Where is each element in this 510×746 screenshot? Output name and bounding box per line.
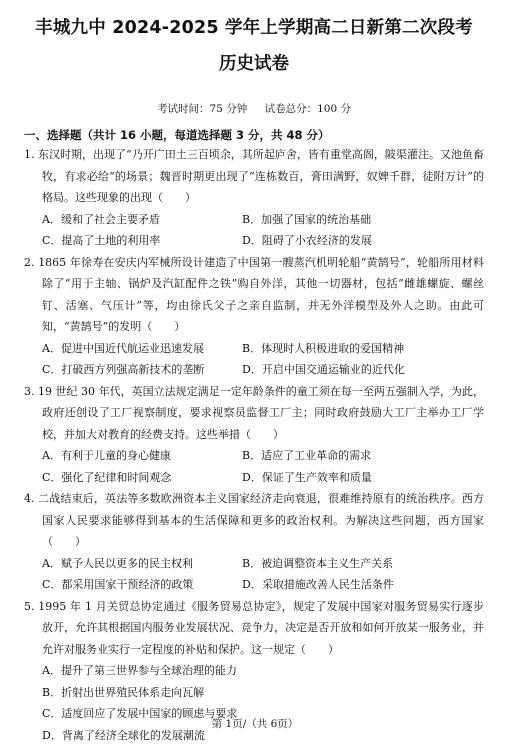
option-a: A．赋予人民以更多的民主权利 bbox=[42, 556, 193, 570]
page-footer: 第 1页/（共 6页） bbox=[211, 718, 299, 730]
option-c: C．都采用国家干预经济的政策 bbox=[42, 578, 194, 591]
option-c: C．提高了土地的利用率 bbox=[42, 234, 161, 247]
option-d: D．保证了生产效率和质量 bbox=[242, 470, 372, 484]
option-a: A．促进中国近代航运业迅速发展 bbox=[42, 341, 204, 355]
option-a: A．有利于儿童的身心健康 bbox=[42, 449, 171, 462]
option-d: D．采取措施改善人民生活条件 bbox=[242, 578, 394, 591]
question-text: 东汉时期，出现了“乃开广田土三百顷余，其所起庐舍，皆有重堂高阁，陂渠灌注。又池鱼畜牧，有求必给”的场景；魏晋时期更出现了“连栋数百，膏田满野，奴婢千群，徒附万计”的格局。这些现象的出现（ ） bbox=[38, 148, 485, 204]
question-5 bbox=[24, 596, 484, 661]
option-a: A．缓和了社会主要矛盾 bbox=[42, 212, 160, 226]
exam-meta bbox=[24, 102, 484, 116]
option-b: B．体现时人积极进取的爱国精神 bbox=[242, 341, 405, 355]
option-b: B．适应了工业革命的需求 bbox=[242, 449, 372, 462]
question-text: 19 世纪 30 年代，英国立法规定满足一定年龄条件的童工须在每一至两五强制入学，为此，政府还创设了工厂视察制度，要求视察员监督工厂主；同时政府鼓励大工厂主举办工厂学校，并加大对教育的经费支持。这些举措（ ） bbox=[38, 384, 484, 441]
question-1 bbox=[24, 144, 484, 209]
option-d: D．背离了经济全球化的发展潮流 bbox=[42, 728, 205, 742]
question-text: 1865 年徐寿在安庆内军械所设计建造了中国第一艘蒸汽机明轮船“黄鹄号”，轮船所用材料除了“用于主轴、锅炉及汽缸配件之铁”购自外洋，其他一切器材，包括“雌雄螺旋、螺丝钉、活塞、气压计”等，均由徐氏父子之亲自监制，并无外洋模型及外人之助。由此可知，“黄鹄号”的发明（ ） bbox=[38, 255, 484, 333]
question-4 bbox=[24, 488, 484, 553]
option-b: B．折射出世界殖民体系走向瓦解 bbox=[42, 685, 205, 699]
option-b: B．加强了国家的统治基础 bbox=[242, 212, 372, 226]
option-d: D．阻碍了小农经济的发展 bbox=[242, 234, 372, 247]
question-2 bbox=[24, 252, 484, 338]
question-4-options bbox=[24, 553, 484, 596]
question-text: 1995 年 1 月关贸总协定通过《服务贸易总协定》，规定了发展中国家对服务贸易实行逐步放开，允许其根据国内服务业发展状况、竞争力，决定是否开放和如何开放某一服务业，并允许对服务业实行一定程度的补贴和保护。这一规定（ ） bbox=[38, 599, 485, 656]
section-heading: 一、选择题（共计 16 小题，每道选择题 3 分，共 48 分） bbox=[24, 128, 330, 142]
question-text: 二战结束后，英法等多数欧洲资本主义国家经济走向衰退，很难维持原有的统治秩序。西方国家人民要求能够得到基本的生活保障和更多的政治权利。为解决这些问题，西方国家（ ） bbox=[38, 492, 485, 548]
option-c: C．适度回应了发展中国家的顾虑与要求 bbox=[42, 707, 238, 720]
exam-subject: 历史试卷 bbox=[219, 54, 289, 74]
question-number: 5. bbox=[24, 599, 35, 613]
option-a: A．提升了第三世界参与全球治理的能力 bbox=[42, 664, 237, 677]
option-d: D．开启中国交通运输业的近代化 bbox=[242, 363, 405, 376]
question-5-options bbox=[24, 660, 484, 746]
exam-time: 考试时间：75 分钟 bbox=[157, 103, 248, 115]
question-1-options bbox=[24, 209, 484, 252]
option-c: C．打破西方列强高新技术的垄断 bbox=[42, 363, 205, 376]
total-score: 试卷总分：100 分 bbox=[264, 103, 351, 115]
question-3-options bbox=[24, 445, 484, 488]
question-2-options bbox=[24, 338, 484, 381]
question-number: 2. bbox=[24, 255, 35, 269]
exam-title: 丰城九中 2024-2025 学年上学期高二日新第二次段考 bbox=[35, 18, 473, 38]
question-3 bbox=[24, 381, 484, 446]
option-c: C．强化了纪律和时间观念 bbox=[42, 470, 172, 484]
option-b: B．被迫调整资本主义生产关系 bbox=[242, 556, 394, 570]
question-number: 3. bbox=[24, 384, 35, 398]
question-number: 4. bbox=[24, 492, 35, 505]
question-number: 1. bbox=[24, 148, 35, 161]
